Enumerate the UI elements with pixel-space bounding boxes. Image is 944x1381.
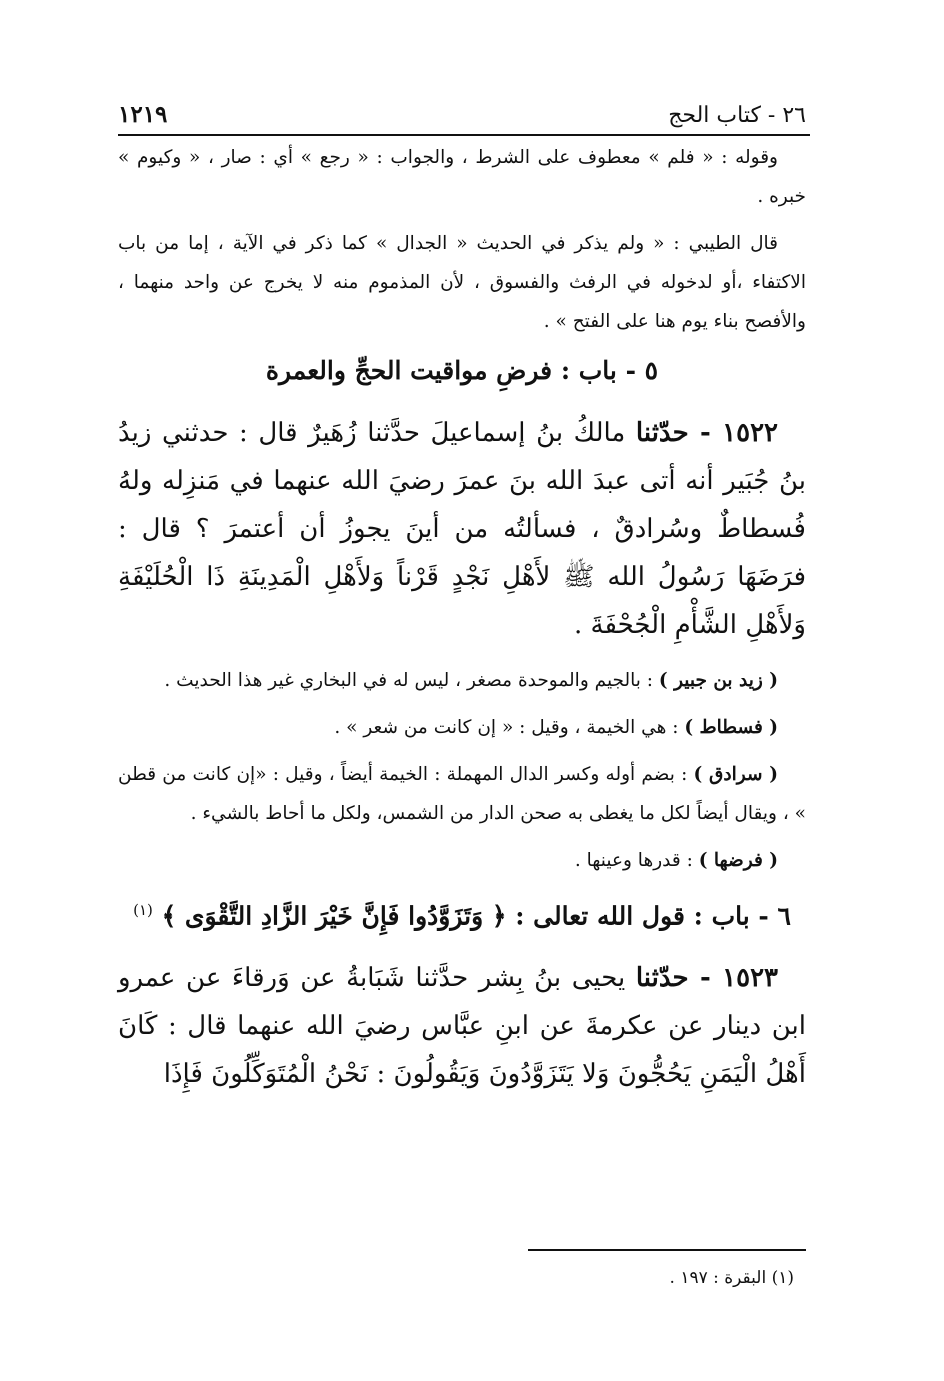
- note-text: : بضم أوله وكسر الدال المهملة : الخيمة أيضاً ، وقيل : «إن كانت من قطن » ، ويقال أيضاً لكل ما يغطى به صحن الدار من الشمس، ولكل ما أحاط بالشيء .: [118, 764, 806, 824]
- commentary-paragraph: قال الطيبي : « ولم يذكر في الحديث « الجدال » كما ذكر في الآية ، إما من باب الاكتفاء ،أو لدخوله في الرفث والفسوق ، لأن المذموم منه لا يخرج عن واحد منهما ، والأفصح بناء يوم هنا على الفتح » .: [118, 233, 806, 332]
- note-term: ( زيد بن جبير ): [658, 670, 778, 691]
- hadith-1522: [118, 409, 806, 649]
- note-text: : بالجيم والموحدة مصغر ، ليس له في البخاري غير هذا الحديث .: [164, 670, 659, 691]
- hadith-number: ١٥٢٣ - حدّثنا: [635, 963, 779, 994]
- commentary-paragraph: وقوله : « فلم » معطوف على الشرط ، والجواب : « رجع » أي : صار ، « وكيوم » خبره .: [118, 147, 806, 207]
- footnote-reference: (١): [133, 901, 153, 919]
- commentary-note: [118, 661, 806, 700]
- note-term: ( فرضها ): [698, 850, 778, 871]
- chapter-heading-5: ٥ - باب : فرضِ مواقيت الحجِّ والعمرة: [265, 356, 659, 385]
- hadith-number: ١٥٢٢ - حدّثنا: [635, 418, 779, 448]
- heading-text: ٦ - باب : قول الله تعالى : ﴿ وَتَزَوَّدُوا فَإِنَّ خَيْرَ الزَّادِ التَّقْوَى ﴾: [161, 901, 791, 931]
- hadith-1523: [118, 954, 806, 1098]
- commentary-note: [118, 708, 806, 747]
- note-text: : هي الخيمة ، وقيل : « إن كانت من شعر » .: [334, 717, 685, 738]
- note-term: ( سرادق ): [693, 764, 778, 785]
- page-body: [118, 138, 806, 1110]
- page-header: [118, 84, 806, 128]
- chapter-title: ٢٦ - كتاب الحج: [668, 103, 806, 128]
- chapter-heading-6: [118, 890, 806, 936]
- note-term: ( فسطاط ): [684, 717, 778, 738]
- page-number: ١٢١٩: [118, 101, 168, 128]
- footnote-rule: [528, 1249, 806, 1251]
- header-rule: [118, 134, 810, 136]
- hadith-text: مالكُ بنُ إسماعيلَ حدَّثنا زُهَيرٌ قال : حدثني زيدُ بنُ جُبَير أنه أتى عبدَ الله بنَ عمرَ رضيَ الله عنهما في مَنزِله ولهُ فُسطاطٌ وسُرادقٌ ، فسألتُه من أينَ يجوزُ أن أعتمرَ ؟ قال : فرَضَهَا رَسُولُ الله ﷺ لأَهْلِ نَجْدٍ قَرْناً وَلأَهْلِ الْمَدِينَةِ ذَا الْحُلَيْفَةِ وَلأَهْلِ الشَّأْمِ الْجُحْفَةَ .: [118, 418, 806, 640]
- commentary-note: [118, 755, 806, 833]
- footnote: (١) البقرة : ١٩٧ .: [669, 1268, 794, 1288]
- commentary-note: [118, 841, 806, 880]
- note-text: : قدرها وعينها .: [574, 850, 699, 871]
- hadith-text: يحيى بنُ بِشر حدَّثنا شَبَابةُ عن وَرقاءَ عن عمرو ابن دينار عن عكرمةَ عن ابنِ عبَّاس رضيَ الله عنهما قال : كَانَ أَهْلُ الْيَمَنِ يَحُجُّونَ وَلا يَتَزَوَّدُونَ وَيَقُولُونَ : نَحْنُ الْمُتَوَكِّلُونَ فَإِذَا: [118, 963, 806, 1090]
